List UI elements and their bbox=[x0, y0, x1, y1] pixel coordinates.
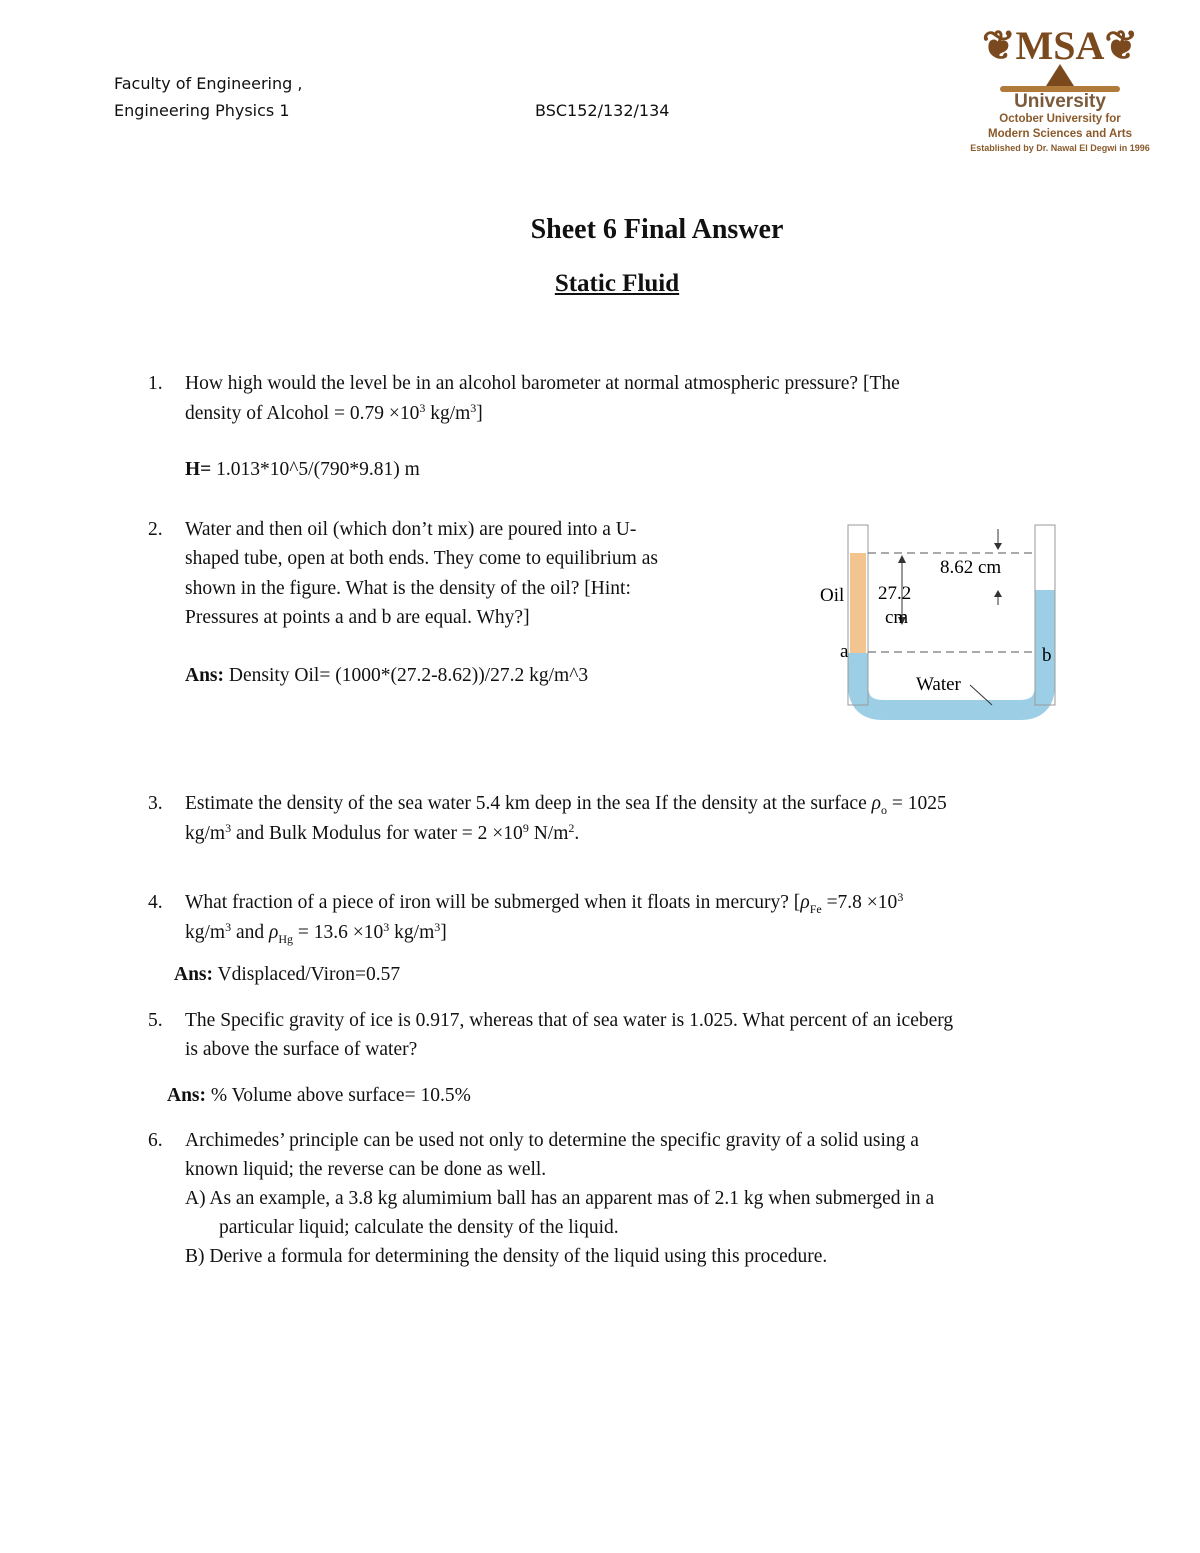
msa-university-logo: ❦MSA❦ University October University for Modern Sciences and Arts Established by Dr. Nawal El Degwi in 1996 bbox=[970, 23, 1150, 153]
water-label: Water bbox=[916, 674, 961, 695]
height-unit-label: cm bbox=[885, 607, 909, 628]
answer-4: Ans: Vdisplaced/Viron=0.57 bbox=[174, 964, 401, 985]
point-a-label: a bbox=[840, 641, 849, 662]
oil-column bbox=[850, 553, 866, 653]
point-b-label: b bbox=[1042, 645, 1052, 666]
document-page: Faculty of Engineering , Engineering Physics 1 BSC152/132/134 ❦MSA❦ University October University for Modern Sciences and Arts Established by Dr. Nawal El Degwi in 1996 Sheet 6 Final Answer Static Fluid 1. How high would the level be in an alcohol barometer at normal atmospheric pressure? [The density of Alcohol = $0.79 \times 10^3$ $kg/m^3$] H= 1.013*10^5/(790*9.81) m 2. Water and then oil (which don’t mix) are poured into a U- shaped tube, open at both ends. They come to equilibrium as shown in the figure. What is the density of the oil? [Hint: Pressures at points a and b are equal. Why?] Ans: Density Oil= (1000*(27.2-8.62))/27.2 kg/m^3 Oil 27.2 cm 8.62 cm a b Water 3. Estimate the density of the sea water 5.4 km deep in the sea If the density at the surface $\rho_o = 1025$ $kg/m^3$ and Bulk Modulus for water = $2 \times 10^9$ $N/m^2$. 4. What fraction of a piece of iron will be submerged when it floats in mercury? [$\rho_{Fe} =7.8 \times 10^3$ $kg/m^3$ and $\rho_{Hg} = 13.6 \times 10^3$ $kg/m^3$] Ans: Vdisplaced/Viron=0.57 5. The Specific gravity of ice is 0.917, whereas that of sea water is 1.025. What percent of an iceberg is above the surface of water? Ans: % Volume above surface= 10.5% 6. Archimedes’ principle can be used not only to determine the specific gravity of a solid using a known liquid; the reverse can be done as well. A) As an example, a 3.8 kg alumimium ball has an apparent mas of 2.1 kg when submerged in a particular liquid; calculate the density of the liquid. B) Derive a formula for determining the density of the liquid using this procedure. bbox=[0, 0, 1200, 1553]
page-subtitle: Static Fluid bbox=[554, 270, 680, 297]
oil-label: Oil bbox=[820, 585, 845, 606]
answer-2: Ans: Density Oil= (1000*(27.2-8.62))/27.2 kg/m^3 bbox=[185, 665, 589, 686]
height-862-label: 8.62 cm bbox=[940, 557, 1002, 578]
faculty-label: Faculty of Engineering , bbox=[114, 74, 303, 93]
answer-1: H= 1.013*10^5/(790*9.81) m bbox=[185, 459, 420, 480]
answer-5: Ans: % Volume above surface= 10.5% bbox=[167, 1085, 471, 1106]
page-title: Sheet 6 Final Answer bbox=[530, 214, 784, 245]
course-code: BSC152/132/134 bbox=[535, 101, 670, 120]
course-label: Engineering Physics 1 bbox=[114, 101, 290, 120]
height-27-label: 27.2 bbox=[878, 583, 912, 604]
u-tube-figure bbox=[810, 515, 1060, 725]
